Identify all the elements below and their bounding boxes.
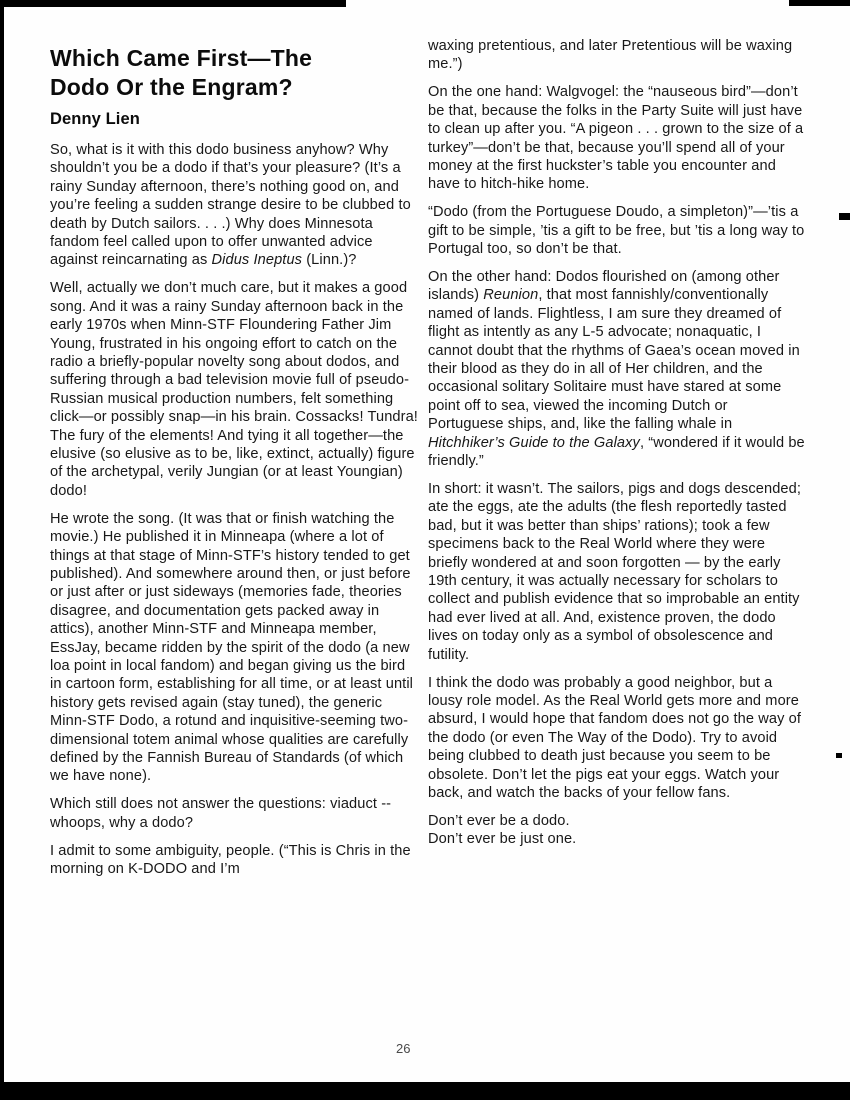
body-text: Don’t ever be just one.	[428, 831, 577, 848]
body-text: (Linn.)?	[302, 252, 357, 269]
paragraph	[50, 795, 420, 832]
paragraph	[50, 141, 420, 270]
left-column-paragraphs	[50, 141, 420, 878]
body-text: On the other hand: Dodos flourished on (among other islands)	[428, 268, 780, 304]
body-text: Which still does not answer the questions: viaduct --whoops, why a dodo?	[50, 796, 392, 831]
paragraph	[428, 268, 806, 470]
body-text: , that most fannishly/conventionally named of lands. Flightless, I am sure they dreamed of flight as intently as any L-5 advocate; nonaquatic, I cannot doubt that the rhythms of Gaea’s ocean moved in their blood as they do in all of Her children, and the occasional solitary Solitaire must have stared at some point off to sea, viewed the incoming Dutch or Portuguese ships, and, like the falling whale in	[428, 287, 800, 433]
body-text: On the one hand: Walgvogel: the “nauseous bird”—don’t be that, because the folks in the Party Suite will just have to clean up after you. “A pigeon . . . grown to the size of a turkey”—don’t be that, because you’ll spend all of your money at the first huckster’s table you encounter and have to hitch-hike home.	[428, 84, 804, 193]
body-text: , “wondered if it would be friendly.”	[428, 434, 805, 470]
left-column	[50, 44, 420, 888]
right-column	[428, 37, 806, 858]
body-text: Well, actually we don’t much care, but it makes a good song. And it was a rainy Sunday afternoon back in the early 1970s when Minn-STF Floundering Father Jim Young, frustrated in his ongoing effort to catch on the radio a briefly-popular novelty song about dodos, and suffering through a bad television movie full of pseudo-Russian musical production numbers, felt something click—or possibly snap—in his brain. Cossacks! Tundra! The fury of the elements! And tying it all together—the elusive (so elusive as to be, like, extinct, actually) figure of the archetypal, verily Jungian (or at least Youngian) dodo!	[50, 280, 418, 499]
paragraph	[428, 37, 806, 74]
scan-artifact-top-right	[789, 0, 850, 6]
paragraph	[428, 480, 806, 664]
article-title	[50, 44, 420, 102]
paragraph	[428, 203, 806, 258]
scan-artifact-right-dash	[839, 213, 850, 220]
italic-text: Didus Ineptus	[211, 252, 303, 269]
paragraph	[50, 510, 420, 786]
body-text: In short: it wasn’t. The sailors, pigs and dogs descended; ate the eggs, ate the adults (the flesh reportedly tasted bad, but it was better than ships’ rations); took a few specimens back to the Real World where they were briefly wondered at and soon forgotten — by the early 19th century, it was actually necessary for scholars to collect and publish evidence that so improbable an entity had ever lived at all. And, existence proven, the dodo lives on today only as a symbol of obsolescence and futility.	[428, 480, 802, 663]
article-title-line-1: Which Came First—The	[50, 45, 313, 71]
paragraph	[428, 83, 806, 193]
byline: Denny Lien	[50, 110, 140, 128]
scan-artifact-bottom-bar	[0, 1082, 850, 1100]
body-text: He wrote the song. (It was that or finish watching the movie.) He published it in Minneapa (where a lot of things at that stage of Minn-STF’s history tended to get published). And somewhere around then, or just before or just after or just sideways (memories fade, theories disagree, and documentation gets packed away in attics), another Minn-STF and Minneapa member, EssJay, became ridden by the spirit of the dodo (a new loa point in local fandom) and began giving us the bird in cartoon form, establishing for all time, or at least until history gets revised again (stay tuned), the generic Minn-STF Dodo, a rotund and inquisitive-seeming two-dimensional totem animal whose qualities are carefully defined by the Fannish Bureau of Standards (of which we have none).	[50, 510, 413, 785]
italic-text: Hitchhiker’s Guide to the Galaxy	[428, 434, 640, 451]
body-text: “Dodo (from the Portuguese Doudo, a simpleton)”—’tis a gift to be simple, ’tis a gift to be free, but ’tis a long way to Portugal too, so don’t be that.	[428, 204, 805, 258]
paragraph	[50, 279, 420, 500]
scan-artifact-top-bar	[0, 0, 346, 7]
body-text: I admit to some ambiguity, people. (“This is Chris in the morning on K-DODO and I’m	[50, 842, 411, 878]
scan-artifact-right-dot	[836, 753, 842, 758]
body-text: waxing pretentious, and later Pretentious will be waxing me.”)	[428, 38, 793, 73]
body-text: I think the dodo was probably a good neighbor, but a lousy role model. As the Real World gets more and more absurd, I would hope that fandom does not go the way of the dodo (or even The Way of the Dodo). Try to avoid being clubbed to death just because you seem to be obsolete. Don’t let the pigs eat your eggs. Watch your back, and watch the backs of your fellow fans.	[428, 674, 802, 801]
paragraph	[50, 842, 420, 879]
body-text: Don’t ever be a dodo.	[428, 812, 570, 829]
body-text: So, what is it with this dodo business anyhow? Why shouldn’t you be a dodo if that’s your pleasure? (It’s a rainy Sunday afternoon, there’s nothing good on, and you’re feeling a sudden strange desire to be clubbed to death by Dutch sailors. . . .) Why does Minnesota fandom feel called upon to offer unwanted advice against reincarnating as	[50, 142, 411, 269]
page-number: 26	[396, 1041, 411, 1056]
scan-artifact-left-edge	[0, 0, 4, 1100]
right-column-paragraphs	[428, 37, 806, 849]
paragraph	[428, 812, 806, 849]
paragraph	[428, 674, 806, 803]
article-title-line-2: Dodo Or the Engram?	[50, 74, 293, 100]
italic-text: Reunion	[483, 287, 539, 304]
